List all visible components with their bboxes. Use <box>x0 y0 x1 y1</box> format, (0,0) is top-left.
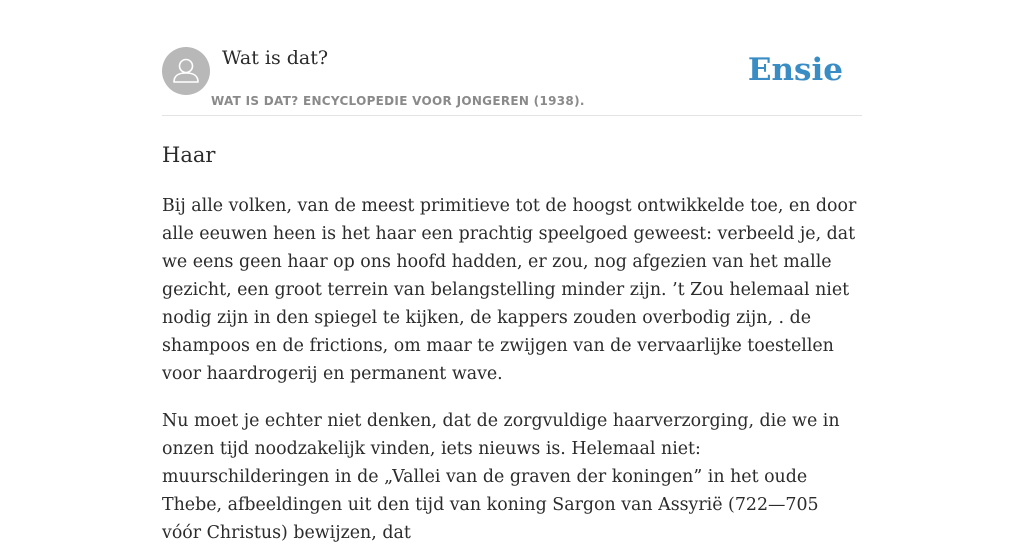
source-title[interactable]: Wat is dat? <box>222 47 329 69</box>
source-subtitle[interactable]: WAT IS DAT? ENCYCLOPEDIE VOOR JONGEREN (1938). <box>211 94 585 108</box>
article-paragraph: Bij alle volken, van de meest primitieve tot de hoogst ontwikkelde toe, en door alle eeuwen heen is het haar een prachtig speelgoed geweest: verbeeld je, dat we eens geen haar op ons hoofd hadden, er zou, nog afgezien van het malle gezicht, een groot terrein van belangstelling minder zijn. ’t Zou helemaal niet nodig zijn in den spiegel te kijken, de kappers zouden overbodig zijn, . de shampoos en de frictions, om maar te zwijgen van de vervaarlijke toestellen voor haardrogerij en permanent wave. <box>162 196 857 384</box>
article-paragraph: Nu moet je echter niet denken, dat de zorgvuldige haarverzorging, die we in onzen tijd noodzakelijk vinden, iets nieuws is. Helemaal niet: muurschilderingen in de „Vallei van de graven der koningen” in het oude Thebe, afbeeldingen uit den tijd van koning Sargon van Assyrië (722—705 vóór Christus) bewijzen, dat <box>162 411 840 543</box>
article-body <box>162 192 862 547</box>
article <box>162 140 862 547</box>
user-silhouette-icon <box>162 47 210 95</box>
source-avatar[interactable] <box>162 47 210 95</box>
ensie-logo[interactable]: Ensie <box>747 52 843 88</box>
source-header <box>162 46 862 116</box>
article-title: Haar <box>162 143 216 167</box>
